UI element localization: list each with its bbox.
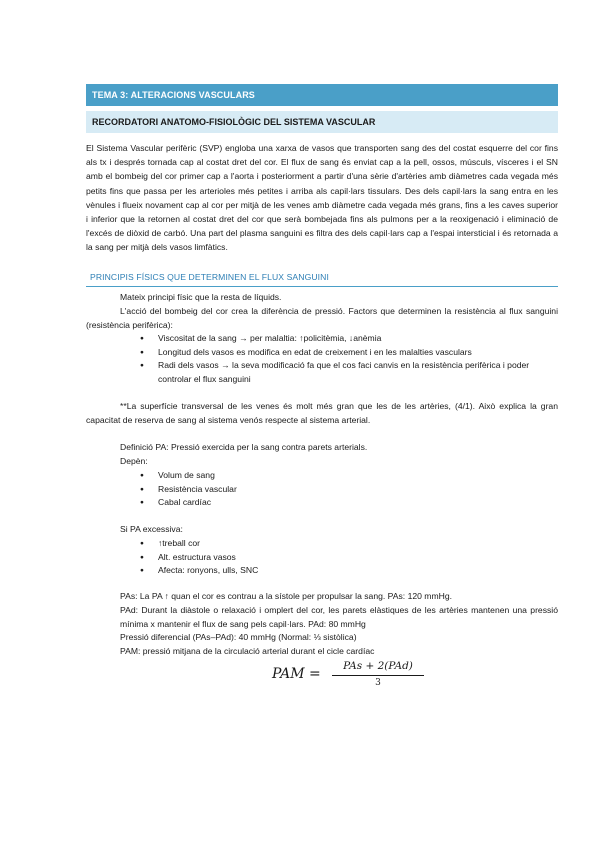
pam-formula bbox=[272, 660, 422, 700]
systolic-text: PAs: La PA ↑ quan el cor es contrau a la sístole per propulsar la sang. PAs: 120 mmHg. bbox=[120, 591, 452, 601]
depends-list bbox=[140, 469, 558, 510]
chapter-title: TEMA 3: ALTERACIONS VASCULARS bbox=[86, 84, 558, 106]
diastolic-text: PAd: Durant la diàstole o relaxació i omplert del cor, les parets elàstiques de les artèries mantenen una pressió mínima x mantenir el flux de sang pels capil·lars. PAd: 80 mmHg bbox=[120, 605, 558, 629]
excess-list bbox=[140, 537, 558, 578]
list-item: ● Alt. estructura vasos bbox=[140, 551, 558, 565]
list-item: ● Afecta: ronyons, ulls, SNC bbox=[140, 564, 558, 578]
pa-definition: Definició PA: Pressió exercida per la sang contra parets arterials. bbox=[120, 442, 368, 452]
mean-pressure-text: PAM: pressió mitjana de la circulació arterial durant el cicle cardíac bbox=[120, 646, 375, 656]
depends-label: Depèn: bbox=[120, 456, 148, 466]
list-item: ● Longitud dels vasos es modifica en edat de creixement i en les malalties vasculars bbox=[140, 346, 558, 360]
formula-numerator: PAs + 2(PAd) bbox=[343, 660, 413, 672]
subsection-divider bbox=[86, 286, 558, 287]
list-item: ● Radi dels vasos → la seva modificació fa que el cos faci canvis en la resistència perifèrica i poder controlar el flux sanguini bbox=[140, 359, 558, 386]
pressure-difference-text: L'acció del bombeig del cor crea la diferència de pressió. Factors que determinen la resistència al flux sanguini (resistència perifèrica): bbox=[86, 306, 558, 330]
list-item: ● Viscositat de la sang → per malaltia: ↑policitèmia, ↓anèmia bbox=[140, 332, 558, 346]
list-item: ● Volum de sang bbox=[140, 469, 558, 483]
fraction-bar bbox=[332, 675, 424, 676]
section-title: RECORDATORI ANATOMO-FISIOLÒGIC DEL SISTEMA VASCULAR bbox=[86, 111, 558, 133]
differential-pressure-text: Pressió diferencial (PAs–PAd): 40 mmHg (Normal: ⅓ sistòlica) bbox=[120, 632, 357, 642]
list-item: ● ↑treball cor bbox=[140, 537, 558, 551]
resistance-factors-list bbox=[140, 332, 558, 386]
surface-note: **La superfície transversal de les venes és molt més gran que les de les artèries, (4/1). Això explica la gran capacitat de reserva de sang al sistema venós respecte al sistema arterial. bbox=[86, 401, 558, 425]
subsection-heading: PRINCIPIS FÍSICS QUE DETERMINEN EL FLUX SANGUINI bbox=[90, 272, 329, 282]
formula-lhs: PAM = bbox=[272, 666, 321, 682]
intro-paragraph: El Sistema Vascular perifèric (SVP) engloba una xarxa de vasos que transporten sang des del costat esquerre del cor fins als tx i després tornada cap al costat dret del cor. El flux de sang és enviat cap a la pell, ossos, músculs, vísceres i el SN amb el bombeig del cor primer cap a l'aorta i posteriorment a partir d'una sèrie d'artèries amb diàmetres cada vegada més petits fins que passa per les arterioles més petites i arriba als capil·lars tissulars. Des dels capil·lars la sang entra en les vènules i flueix novament cap al cor per mitjà de les venes amb diàmetre cada vegada més grans, fins a les caves superior i inferior que la retornen al costat dret del cor que serà bombejada fins als pulmons per a la reoxigenació i eliminació de l'excés de diòxid de carbó. Una part del plasma sanguini es filtra des dels capil·lars cap a l'espai intersticial i és retornada a la sang per mitjà dels vasos limfàtics. bbox=[86, 143, 558, 253]
principle-line: Mateix principi físic que la resta de líquids. bbox=[120, 292, 282, 302]
list-item: ● Resistència vascular bbox=[140, 483, 558, 497]
formula-denominator: 3 bbox=[375, 678, 381, 688]
excess-label: Si PA excessiva: bbox=[120, 524, 183, 534]
list-item: ● Cabal cardíac bbox=[140, 496, 558, 510]
